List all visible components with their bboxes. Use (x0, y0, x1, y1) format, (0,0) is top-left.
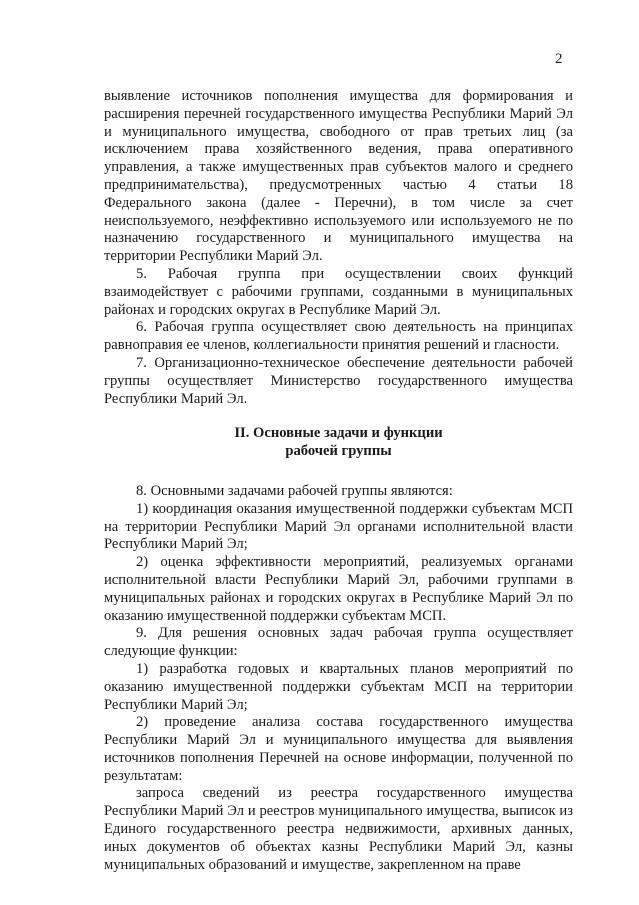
section-heading-line-1: II. Основные задачи и функции (234, 425, 443, 442)
paragraph-item-9: 9. Для решения основных задач рабочая группа осуществляет следующие функции: (104, 625, 573, 660)
paragraph-continuation: выявление источников пополнения имущества для формирования и расширения перечней государственного имущества Республики Марий Эл и муниципального имущества, свободного от прав третьих лиц (за исключением права хозяйственного ведения, права оперативного управления, а также имущественных прав субъектов малого и среднего предпринимательства), предусмотренных частью 4 статьи 18 Федерального закона (далее - Перечни), в том числе за счет неиспользуемого, неэффективно используемого или используемого не по назначению государственного и муниципального имущества на территории Республики Марий Эл. (104, 88, 573, 265)
paragraph-item-8-1: 1) координация оказания имущественной поддержки субъектам МСП на территории Республики Марий Эл органами исполнительной власти Республики Марий Эл; (104, 500, 573, 553)
paragraph-item-8: 8. Основными задачами рабочей группы являются: (136, 482, 453, 499)
page-number: 2 (555, 51, 563, 67)
paragraphs-top (104, 88, 573, 408)
paragraph-item-8-2: 2) оценка эффективности мероприятий, реализуемых органами исполнительной власти Республики Марий Эл, рабочими группами в муниципальных районах и городских округах в Республике Марий Эл по оказанию имущественной поддержки субъектам МСП. (104, 554, 573, 624)
paragraph-item-6: 6. Рабочая группа осуществляет свою деятельность на принципах равноправия ее членов, коллегиальности принятия решений и гласности. (104, 319, 573, 354)
paragraph-item-7: 7. Организационно-техническое обеспечение деятельности рабочей группы осуществляет Министерство государственного имущества Республики Марий Эл. (104, 354, 573, 407)
paragraph-item-5: 5. Рабочая группа при осуществлении своих функций взаимодействует с рабочими группами, созданными в муниципальных районах и городских округах в Республике Марий Эл. (104, 265, 573, 318)
paragraphs-bottom (104, 483, 573, 875)
paragraph-item-9-1: 1) разработка годовых и квартальных планов мероприятий по оказанию имущественной поддержки субъектам МСП на территории Республики Марий Эл; (104, 660, 573, 713)
section-heading-line-2: рабочей группы (285, 443, 392, 460)
paragraph-item-9-2: 2) проведение анализа состава государственного имущества Республики Марий Эл и муниципального имущества для выявления источников пополнения Перечней на основе информации, полученной по результатам: (104, 714, 573, 784)
document-body (104, 88, 573, 874)
paragraph-item-9-2-a: запроса сведений из реестра государственного имущества Республики Марий Эл и реестров муниципального имущества, выписок из Единого государственного реестра недвижимости, архивных данных, иных документов об объектах казны Республики Марий Эл, казны муниципальных образований и имуществе, закрепленном на праве (104, 785, 573, 873)
section-heading (104, 425, 573, 461)
